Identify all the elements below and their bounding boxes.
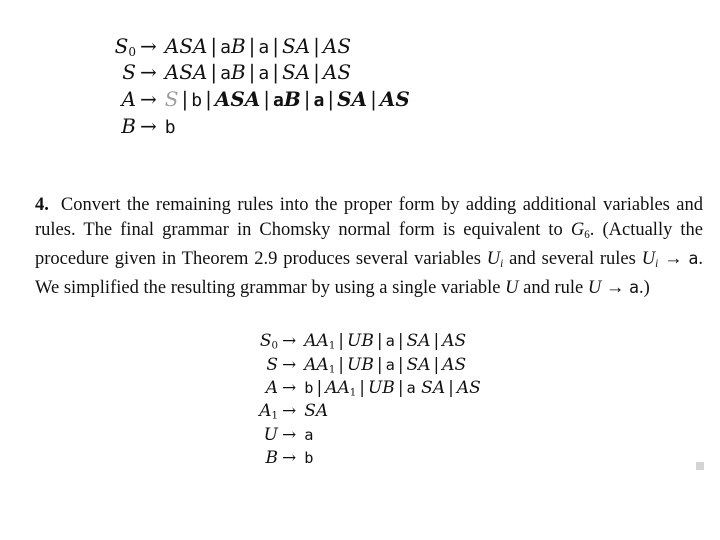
variable-symbol: SA bbox=[282, 34, 311, 58]
derivation-arrow: → bbox=[282, 425, 297, 445]
rule-alternative bbox=[304, 331, 335, 351]
paragraph-text: and several rules bbox=[503, 248, 642, 269]
alternative-separator: | bbox=[370, 87, 377, 111]
paragraph-text: → bbox=[658, 248, 689, 269]
rule-alternative bbox=[407, 355, 431, 375]
rule-rhs bbox=[282, 446, 313, 470]
alternative-separator: | bbox=[376, 355, 383, 375]
variable-symbol: 1 bbox=[328, 340, 336, 352]
math-symbol: U bbox=[486, 248, 501, 269]
rule-alternative bbox=[386, 331, 395, 351]
variable-symbol: AS bbox=[322, 34, 352, 58]
derivation-arrow: → bbox=[282, 331, 297, 351]
rule-alternative bbox=[386, 355, 395, 375]
variable-symbol: UB bbox=[347, 355, 374, 375]
rule-rhs bbox=[282, 423, 313, 447]
rule-alternative bbox=[325, 378, 356, 398]
alternative-separator: | bbox=[327, 87, 335, 111]
alternative-separator: | bbox=[397, 378, 404, 398]
rule-lhs-variable: A bbox=[121, 87, 136, 111]
alternative-separator: | bbox=[248, 60, 256, 84]
variable-symbol: UB bbox=[367, 378, 395, 398]
rule-lhs-variable: B bbox=[121, 114, 136, 138]
rule-alternative bbox=[273, 87, 301, 111]
variable-symbol: ASA bbox=[164, 60, 208, 84]
rule-alternative bbox=[304, 355, 335, 375]
variable-symbol: SA bbox=[406, 355, 431, 375]
rule-alternative bbox=[191, 87, 202, 111]
rule-alternative bbox=[323, 60, 351, 84]
alternative-separator: | bbox=[448, 378, 454, 398]
rule-alternative bbox=[323, 34, 351, 58]
variable-symbol: AS bbox=[379, 87, 410, 111]
rule-lhs-variable: S bbox=[122, 60, 136, 84]
derivation-arrow: → bbox=[282, 378, 297, 398]
terminal-symbol: a bbox=[406, 379, 416, 397]
rule-rhs bbox=[140, 60, 351, 86]
terminal-symbol: a bbox=[385, 356, 395, 374]
alternative-separator: | bbox=[210, 60, 218, 84]
rule-alternative bbox=[258, 60, 269, 84]
rule-alternative bbox=[165, 34, 208, 58]
alternative-separator: | bbox=[359, 378, 365, 398]
rule-lhs-variable: U bbox=[263, 425, 278, 445]
terminal-symbol: b bbox=[191, 90, 203, 111]
terminal-symbol: a bbox=[304, 426, 314, 444]
alternative-separator: | bbox=[433, 331, 440, 351]
alternative-separator: | bbox=[248, 34, 256, 58]
rule-lhs-variable: $A_1$ bbox=[259, 401, 278, 422]
rule-alternative bbox=[347, 355, 374, 375]
rule-alternative bbox=[457, 378, 481, 398]
variable-symbol: AA bbox=[325, 378, 350, 398]
alternative-separator: | bbox=[313, 34, 320, 58]
rule-alternative bbox=[215, 87, 260, 111]
derivation-arrow: → bbox=[140, 34, 157, 58]
rule-alternative bbox=[165, 60, 208, 84]
rule-alternative bbox=[220, 60, 246, 84]
math-symbol: G bbox=[570, 219, 585, 240]
variable-symbol: 1 bbox=[328, 364, 336, 376]
rule-rhs bbox=[140, 34, 351, 60]
alternative-separator: | bbox=[313, 60, 320, 84]
terminal-symbol: a bbox=[220, 37, 231, 58]
variable-symbol: UB bbox=[347, 331, 374, 351]
rule-lhs-variable: B bbox=[265, 448, 278, 468]
paragraph-text: . (Actually the procedure given in Theorem 2.9 produces several variables bbox=[35, 219, 703, 269]
rule-alternative bbox=[442, 331, 466, 351]
alternative-separator: | bbox=[263, 87, 271, 111]
rule-alternative bbox=[165, 114, 176, 138]
paragraph-text: Convert the remaining rules into the proper form by adding additional variables and rules. The final grammar in Chomsky normal form is equivalent to bbox=[35, 195, 703, 240]
step-4-text bbox=[35, 195, 703, 298]
variable-symbol: SA bbox=[406, 331, 431, 351]
rule-alternative bbox=[442, 355, 466, 375]
derivation-arrow: → bbox=[140, 114, 157, 138]
alternative-separator: | bbox=[397, 355, 404, 375]
variable-symbol: B bbox=[230, 60, 246, 84]
rule-rhs bbox=[140, 114, 176, 140]
rule-alternative bbox=[407, 331, 431, 351]
alternative-separator: | bbox=[210, 34, 218, 58]
rule-alternative bbox=[304, 401, 328, 421]
variable-symbol: B bbox=[283, 87, 301, 111]
alternative-separator: | bbox=[397, 331, 404, 351]
variable-symbol: SA bbox=[282, 60, 311, 84]
variable-symbol: AA bbox=[304, 331, 329, 351]
terminal-symbol: a bbox=[258, 37, 270, 58]
variable-symbol: ASA bbox=[164, 34, 208, 58]
variable-subscript: 0 bbox=[128, 45, 136, 59]
variable-symbol: SA bbox=[421, 378, 446, 398]
terminal-symbol: b bbox=[304, 449, 314, 467]
derivation-arrow: → bbox=[282, 448, 297, 468]
terminal-symbol: a bbox=[313, 90, 325, 111]
paragraph-text: and rule bbox=[518, 278, 588, 299]
alternative-separator: | bbox=[303, 87, 311, 111]
rule-lhs-variable: $S_0$ bbox=[114, 34, 136, 59]
alternative-separator: | bbox=[338, 355, 345, 375]
alternative-separator: | bbox=[316, 378, 323, 398]
alternative-separator: | bbox=[272, 34, 279, 58]
variable-symbol: AS bbox=[442, 355, 467, 375]
variable-symbol: AS bbox=[456, 378, 481, 398]
terminal-symbol: a bbox=[385, 332, 395, 350]
variable-symbol: B bbox=[230, 34, 246, 58]
variable-symbol: AA bbox=[304, 355, 329, 375]
terminal-symbol: a bbox=[688, 248, 699, 268]
rule-lhs-variable: S bbox=[266, 355, 278, 375]
paragraph-text: . We simplified the resulting grammar by using a single variable bbox=[35, 248, 704, 299]
paragraph-text: .) bbox=[639, 278, 650, 299]
variable-subscript: 0 bbox=[271, 340, 278, 352]
rule-lhs-variable: A bbox=[265, 378, 278, 398]
math-symbol: i bbox=[655, 257, 659, 270]
step-4-paragraph bbox=[35, 193, 703, 301]
derivation-arrow: → bbox=[140, 87, 157, 111]
alternative-separator: | bbox=[433, 355, 440, 375]
terminal-symbol: b bbox=[304, 379, 314, 397]
terminal-symbol: a bbox=[273, 90, 284, 111]
variable-symbol: S bbox=[164, 87, 179, 111]
variable-symbol: AS bbox=[322, 60, 352, 84]
math-symbol: U bbox=[505, 278, 519, 299]
math-symbol: 6 bbox=[584, 228, 590, 241]
rule-alternative bbox=[282, 60, 310, 84]
rule-alternative bbox=[282, 34, 310, 58]
derivation-arrow: → bbox=[140, 60, 157, 84]
rule-alternative bbox=[380, 87, 410, 111]
rule-alternative bbox=[258, 34, 269, 58]
alternative-separator: | bbox=[376, 331, 383, 351]
rule-alternative bbox=[220, 34, 246, 58]
variable-symbol: 1 bbox=[349, 387, 357, 399]
terminal-symbol: b bbox=[164, 117, 176, 138]
slide-corner-marker bbox=[696, 462, 704, 470]
rule-alternative bbox=[368, 378, 395, 398]
rule-alternative bbox=[407, 378, 446, 398]
variable-symbol: AS bbox=[442, 331, 467, 351]
alternative-separator: | bbox=[338, 331, 345, 351]
math-symbol: U bbox=[587, 278, 602, 299]
rule-alternative bbox=[337, 87, 367, 111]
rule-alternative bbox=[347, 331, 374, 351]
rule-rhs bbox=[140, 87, 410, 113]
variable-symbol: SA bbox=[337, 87, 368, 111]
alternative-separator: | bbox=[205, 87, 212, 111]
terminal-symbol: a bbox=[220, 63, 231, 84]
terminal-symbol: a bbox=[258, 63, 270, 84]
step-number: 4. bbox=[35, 195, 49, 215]
rule-alternative bbox=[314, 87, 325, 111]
rule-lhs-variable: $S_0$ bbox=[259, 331, 278, 352]
math-symbol: U bbox=[641, 248, 656, 269]
paragraph-text: → bbox=[601, 278, 630, 299]
rule-alternative bbox=[304, 425, 313, 445]
rule-alternative bbox=[165, 87, 179, 111]
alternative-separator: | bbox=[181, 87, 189, 111]
alternative-separator: | bbox=[272, 60, 279, 84]
rule-rhs bbox=[282, 399, 328, 423]
variable-subscript: 1 bbox=[271, 410, 278, 422]
variable-symbol: ASA bbox=[214, 87, 261, 111]
terminal-symbol: a bbox=[629, 278, 640, 298]
rule-alternative bbox=[304, 448, 313, 468]
derivation-arrow: → bbox=[282, 401, 297, 421]
variable-symbol: SA bbox=[304, 401, 329, 421]
math-symbol: i bbox=[500, 257, 504, 270]
derivation-arrow: → bbox=[282, 355, 297, 375]
